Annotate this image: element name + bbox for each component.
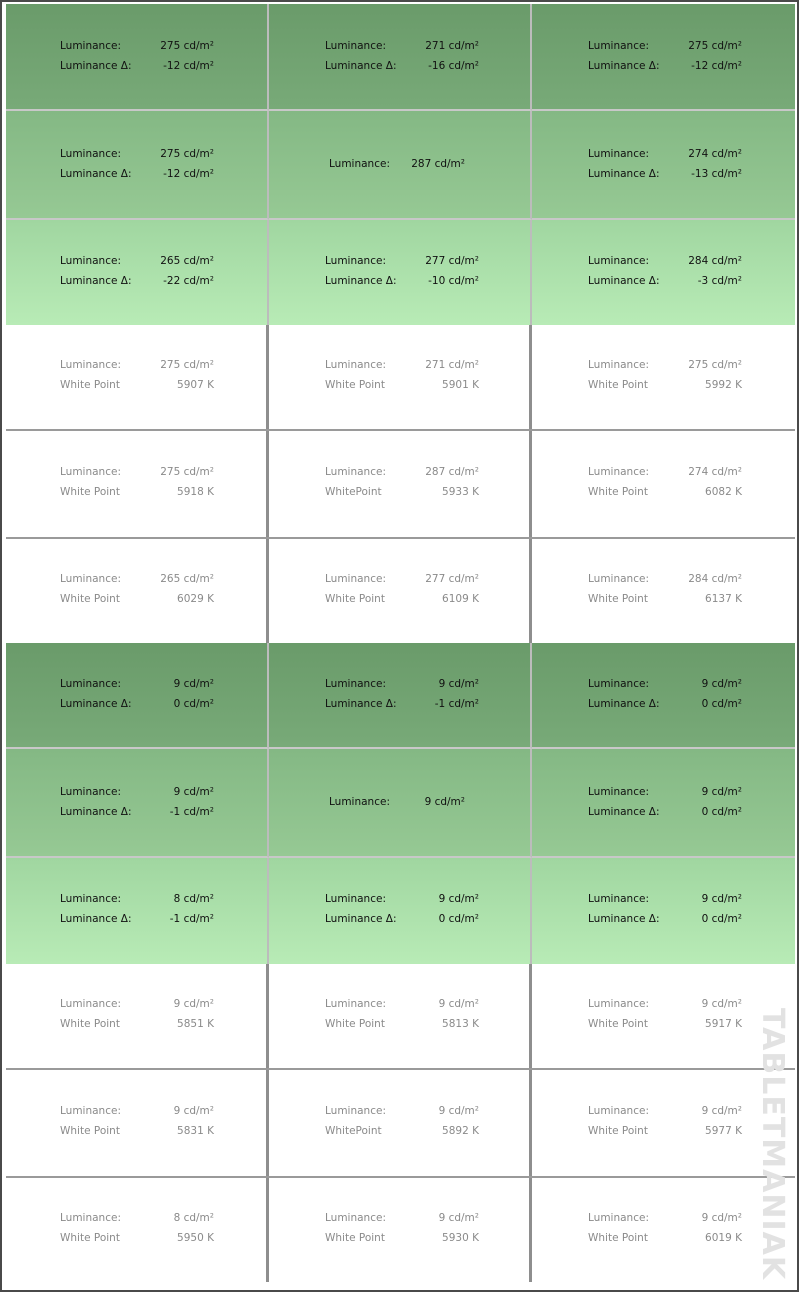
measurement-pair <box>588 144 742 184</box>
white-point-value: 5901 K <box>442 379 479 391</box>
grid-row <box>6 539 795 643</box>
luminance-delta-value: -16 cd/m² <box>428 60 479 72</box>
grid-cell <box>269 431 532 537</box>
white-point-value: 5992 K <box>705 379 742 391</box>
white-point-value: 5918 K <box>177 486 214 498</box>
luminance-value: 9 cd/m² <box>438 893 479 905</box>
luminance-label: Luminance: <box>588 466 649 478</box>
grid-cell <box>532 4 795 111</box>
luminance-delta-label: Luminance Δ: <box>588 168 660 180</box>
luminance-label: Luminance: <box>60 998 121 1010</box>
luminance-delta-value: -12 cd/m² <box>163 60 214 72</box>
luminance-value: 9 cd/m² <box>701 1212 742 1224</box>
luminance-delta-label: Luminance Δ: <box>60 913 132 925</box>
white-point-label: White Point <box>325 1018 385 1030</box>
section-high-luminance-white-point <box>6 325 795 643</box>
luminance-value: 9 cd/m² <box>701 998 742 1010</box>
luminance-value: 275 cd/m² <box>160 466 214 478</box>
grid-row <box>6 1178 795 1282</box>
luminance-value: 287 cd/m² <box>411 158 465 170</box>
luminance-delta-label: Luminance Δ: <box>325 275 397 287</box>
measurement-pair <box>588 782 742 822</box>
white-point-value: 6137 K <box>705 593 742 605</box>
luminance-value: 271 cd/m² <box>425 359 479 371</box>
measurement-pair <box>60 782 214 822</box>
white-point-value: 6082 K <box>705 486 742 498</box>
luminance-label: Luminance: <box>325 893 386 905</box>
white-point-value: 6109 K <box>442 593 479 605</box>
grid-cell <box>6 539 269 643</box>
measurement-pair <box>60 462 214 502</box>
measurement-pair <box>60 144 214 184</box>
luminance-label: Luminance: <box>325 466 386 478</box>
grid-cell <box>6 220 269 325</box>
white-point-label: White Point <box>588 379 648 391</box>
luminance-label: Luminance: <box>588 573 649 585</box>
white-point-label: White Point <box>588 1125 648 1137</box>
measurement-pair <box>329 154 465 174</box>
luminance-delta-label: Luminance Δ: <box>60 60 132 72</box>
measurement-pair <box>588 36 742 76</box>
grid-cell <box>269 1178 532 1282</box>
measurement-pair <box>588 1101 742 1141</box>
grid-row <box>6 1070 795 1178</box>
white-point-value: 5950 K <box>177 1232 214 1244</box>
luminance-label: Luminance: <box>60 893 121 905</box>
grid-cell <box>532 111 795 220</box>
grid-row <box>6 325 795 431</box>
grid-row <box>6 220 795 325</box>
luminance-delta-value: 0 cd/m² <box>701 806 742 818</box>
measurement-pair <box>60 36 214 76</box>
white-point-value: 5917 K <box>705 1018 742 1030</box>
grid-cell <box>269 4 532 111</box>
luminance-delta-label: Luminance Δ: <box>60 806 132 818</box>
grid-cell <box>269 111 532 220</box>
luminance-value: 274 cd/m² <box>688 466 742 478</box>
measurement-pair <box>60 889 214 929</box>
luminance-label: Luminance: <box>588 998 649 1010</box>
measurement-pair <box>325 462 479 502</box>
luminance-label: Luminance: <box>60 255 121 267</box>
measurement-pair <box>325 1101 479 1141</box>
luminance-value: 9 cd/m² <box>173 678 214 690</box>
grid-cell <box>6 1178 269 1282</box>
luminance-delta-label: Luminance Δ: <box>588 913 660 925</box>
luminance-value: 9 cd/m² <box>701 678 742 690</box>
grid-cell <box>6 964 269 1068</box>
luminance-label: Luminance: <box>60 466 121 478</box>
grid-cell <box>269 539 532 643</box>
grid-cell <box>6 111 269 220</box>
grid-cell <box>532 643 795 749</box>
luminance-value: 9 cd/m² <box>438 1212 479 1224</box>
luminance-delta-value: -1 cd/m² <box>169 913 214 925</box>
white-point-value: 6019 K <box>705 1232 742 1244</box>
luminance-value: 284 cd/m² <box>688 573 742 585</box>
measurement-pair <box>325 251 479 291</box>
grid-cell <box>532 1070 795 1176</box>
white-point-label: WhitePoint <box>325 1125 382 1137</box>
luminance-delta-label: Luminance Δ: <box>60 275 132 287</box>
measurement-pair <box>588 889 742 929</box>
measurement-pair <box>588 994 742 1034</box>
luminance-label: Luminance: <box>60 1212 121 1224</box>
luminance-delta-label: Luminance Δ: <box>325 60 397 72</box>
luminance-label: Luminance: <box>325 255 386 267</box>
white-point-value: 5907 K <box>177 379 214 391</box>
white-point-value: 5977 K <box>705 1125 742 1137</box>
grid-cell <box>269 1070 532 1176</box>
luminance-value: 9 cd/m² <box>173 1105 214 1117</box>
luminance-delta-value: 0 cd/m² <box>701 698 742 710</box>
white-point-label: White Point <box>588 593 648 605</box>
luminance-label: Luminance: <box>325 40 386 52</box>
grid-cell <box>6 643 269 749</box>
measurement-pair <box>325 36 479 76</box>
grid-cell <box>532 539 795 643</box>
grid-cell <box>532 431 795 537</box>
grid-cell <box>269 858 532 964</box>
luminance-label: Luminance: <box>588 678 649 690</box>
grid-row <box>6 749 795 858</box>
luminance-delta-label: Luminance Δ: <box>588 60 660 72</box>
white-point-label: White Point <box>588 1232 648 1244</box>
luminance-value: 287 cd/m² <box>425 466 479 478</box>
luminance-label: Luminance: <box>329 796 390 808</box>
luminance-value: 275 cd/m² <box>160 40 214 52</box>
luminance-label: Luminance: <box>60 40 121 52</box>
luminance-value: 277 cd/m² <box>425 255 479 267</box>
measurement-pair <box>60 355 214 395</box>
measurement-pair <box>60 994 214 1034</box>
white-point-label: White Point <box>60 486 120 498</box>
grid-cell <box>6 431 269 537</box>
luminance-delta-label: Luminance Δ: <box>588 275 660 287</box>
luminance-value: 9 cd/m² <box>438 1105 479 1117</box>
luminance-label: Luminance: <box>60 1105 121 1117</box>
grid-cell <box>269 749 532 858</box>
grid-cell <box>532 964 795 1068</box>
white-point-label: White Point <box>60 593 120 605</box>
luminance-value: 9 cd/m² <box>701 893 742 905</box>
white-point-label: White Point <box>588 1018 648 1030</box>
measurement-pair <box>588 569 742 609</box>
measurement-pair <box>325 994 479 1034</box>
grid-cell <box>269 220 532 325</box>
measurement-pair <box>60 1101 214 1141</box>
luminance-value: 275 cd/m² <box>160 148 214 160</box>
luminance-label: Luminance: <box>325 1105 386 1117</box>
luminance-delta-value: -12 cd/m² <box>691 60 742 72</box>
luminance-value: 9 cd/m² <box>424 796 465 808</box>
grid-cell <box>532 858 795 964</box>
luminance-label: Luminance: <box>325 573 386 585</box>
luminance-label: Luminance: <box>325 678 386 690</box>
measurement-pair <box>325 889 479 929</box>
luminance-label: Luminance: <box>588 1212 649 1224</box>
luminance-label: Luminance: <box>325 998 386 1010</box>
measurement-pair <box>588 674 742 714</box>
grid-cell <box>532 749 795 858</box>
measurement-pair <box>329 792 465 812</box>
luminance-value: 277 cd/m² <box>425 573 479 585</box>
measurement-pair <box>60 1208 214 1248</box>
white-point-value: 5933 K <box>442 486 479 498</box>
luminance-value: 9 cd/m² <box>438 678 479 690</box>
measurement-pair <box>60 251 214 291</box>
luminance-value: 9 cd/m² <box>701 1105 742 1117</box>
measurement-pair <box>325 569 479 609</box>
grid-cell <box>6 325 269 429</box>
luminance-value: 284 cd/m² <box>688 255 742 267</box>
luminance-delta-label: Luminance Δ: <box>60 168 132 180</box>
white-point-label: White Point <box>60 1232 120 1244</box>
white-point-label: White Point <box>60 1018 120 1030</box>
grid-cell <box>532 220 795 325</box>
luminance-label: Luminance: <box>588 255 649 267</box>
luminance-delta-value: -3 cd/m² <box>697 275 742 287</box>
luminance-label: Luminance: <box>325 1212 386 1224</box>
luminance-value: 275 cd/m² <box>160 359 214 371</box>
luminance-label: Luminance: <box>60 148 121 160</box>
luminance-delta-value: -10 cd/m² <box>428 275 479 287</box>
grid-cell <box>269 964 532 1068</box>
section-low-luminance-white-point <box>6 964 795 1282</box>
white-point-label: White Point <box>60 1125 120 1137</box>
luminance-value: 9 cd/m² <box>173 998 214 1010</box>
luminance-delta-value: 0 cd/m² <box>173 698 214 710</box>
grid-cell <box>532 325 795 429</box>
white-point-label: White Point <box>325 1232 385 1244</box>
luminance-delta-value: -13 cd/m² <box>691 168 742 180</box>
luminance-label: Luminance: <box>60 359 121 371</box>
white-point-label: White Point <box>588 486 648 498</box>
luminance-value: 9 cd/m² <box>701 786 742 798</box>
measurement-pair <box>325 1208 479 1248</box>
measurement-pair <box>588 1208 742 1248</box>
white-point-value: 5851 K <box>177 1018 214 1030</box>
section-high-luminance-uniformity <box>6 4 795 325</box>
grid-cell <box>269 325 532 429</box>
luminance-value: 274 cd/m² <box>688 148 742 160</box>
luminance-delta-label: Luminance Δ: <box>325 698 397 710</box>
luminance-delta-value: -1 cd/m² <box>169 806 214 818</box>
luminance-label: Luminance: <box>588 40 649 52</box>
white-point-label: White Point <box>60 379 120 391</box>
grid-cell <box>6 749 269 858</box>
luminance-label: Luminance: <box>60 678 121 690</box>
measurement-pair <box>60 674 214 714</box>
luminance-delta-label: Luminance Δ: <box>588 806 660 818</box>
luminance-label: Luminance: <box>60 786 121 798</box>
measurement-pair <box>325 674 479 714</box>
luminance-value: 275 cd/m² <box>688 359 742 371</box>
luminance-value: 8 cd/m² <box>173 1212 214 1224</box>
luminance-delta-value: -12 cd/m² <box>163 168 214 180</box>
luminance-value: 271 cd/m² <box>425 40 479 52</box>
watermark-text: TABLETMANIAK <box>755 1008 790 1281</box>
white-point-label: White Point <box>325 593 385 605</box>
luminance-value: 265 cd/m² <box>160 573 214 585</box>
white-point-value: 5930 K <box>442 1232 479 1244</box>
luminance-label: Luminance: <box>329 158 390 170</box>
luminance-delta-value: -1 cd/m² <box>434 698 479 710</box>
measurement-pair <box>60 569 214 609</box>
grid-cell <box>6 4 269 111</box>
section-low-luminance-uniformity <box>6 643 795 964</box>
luminance-value: 9 cd/m² <box>438 998 479 1010</box>
luminance-value: 8 cd/m² <box>173 893 214 905</box>
white-point-value: 5831 K <box>177 1125 214 1137</box>
luminance-label: Luminance: <box>588 1105 649 1117</box>
white-point-value: 5813 K <box>442 1018 479 1030</box>
luminance-label: Luminance: <box>588 786 649 798</box>
luminance-label: Luminance: <box>325 359 386 371</box>
grid-cell <box>269 643 532 749</box>
grid-cell <box>6 858 269 964</box>
measurement-pair <box>588 355 742 395</box>
grid-row <box>6 431 795 539</box>
grid-cell <box>532 1178 795 1282</box>
white-point-value: 5892 K <box>442 1125 479 1137</box>
luminance-delta-label: Luminance Δ: <box>325 913 397 925</box>
grid-row <box>6 111 795 220</box>
luminance-value: 9 cd/m² <box>173 786 214 798</box>
white-point-label: White Point <box>325 379 385 391</box>
luminance-label: Luminance: <box>60 573 121 585</box>
measurement-pair <box>325 355 479 395</box>
luminance-delta-value: 0 cd/m² <box>701 913 742 925</box>
measurement-pair <box>588 462 742 502</box>
luminance-delta-label: Luminance Δ: <box>588 698 660 710</box>
luminance-delta-label: Luminance Δ: <box>60 698 132 710</box>
grid-row <box>6 4 795 111</box>
luminance-label: Luminance: <box>588 359 649 371</box>
luminance-value: 265 cd/m² <box>160 255 214 267</box>
luminance-label: Luminance: <box>588 893 649 905</box>
luminance-label: Luminance: <box>588 148 649 160</box>
white-point-value: 6029 K <box>177 593 214 605</box>
grid-row <box>6 643 795 749</box>
luminance-delta-value: -22 cd/m² <box>163 275 214 287</box>
measurement-pair <box>588 251 742 291</box>
grid-row <box>6 964 795 1070</box>
grid-cell <box>6 1070 269 1176</box>
white-point-label: WhitePoint <box>325 486 382 498</box>
grid-row <box>6 858 795 964</box>
luminance-delta-value: 0 cd/m² <box>438 913 479 925</box>
luminance-value: 275 cd/m² <box>688 40 742 52</box>
